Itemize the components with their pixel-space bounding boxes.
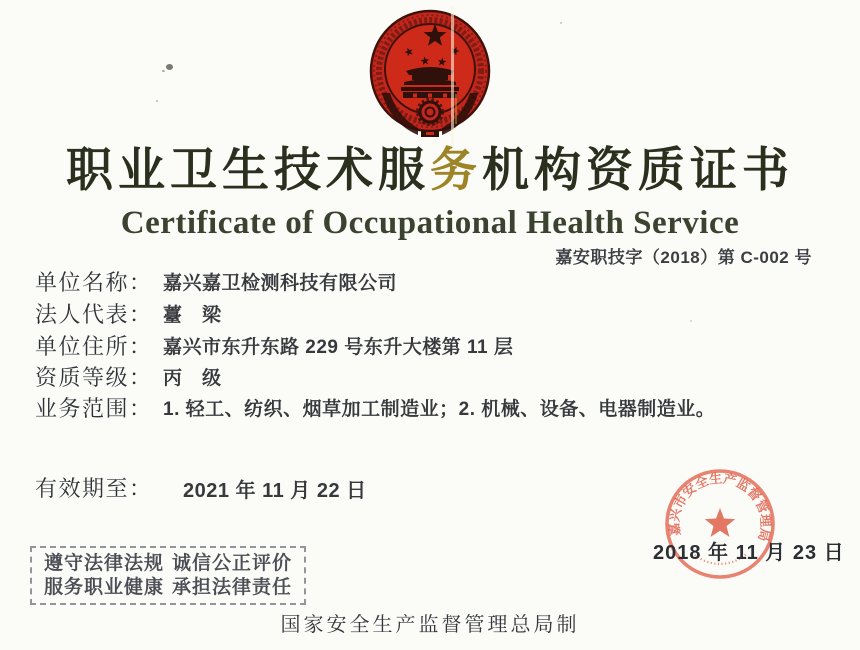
pledge-line-1 <box>44 554 292 573</box>
pledge-box <box>30 546 306 605</box>
field-value: 薹 梁 <box>163 305 222 326</box>
scan-speck <box>162 70 165 72</box>
field-row-unit-address <box>35 335 513 360</box>
title-part1: 职业卫生技术服 <box>66 145 430 197</box>
field-label: 有效期至： <box>35 476 153 501</box>
field-row-qualification-level <box>35 366 222 391</box>
pledge-item: 服务职业健康 <box>44 577 165 599</box>
certificate-number: 嘉安职技字（2018）第 C-002 号 <box>555 248 812 267</box>
china-national-emblem-icon <box>368 8 492 140</box>
scan-speck <box>156 100 158 102</box>
scan-crease <box>451 6 454 146</box>
field-value: 丙 级 <box>163 368 222 389</box>
field-label: 业务范围： <box>35 396 153 421</box>
svg-text:嘉兴市安全生产监督管理局 <box>667 471 774 543</box>
title-part2: 机构资质证书 <box>482 145 794 197</box>
pledge-item: 遵守法律法规 <box>44 552 165 574</box>
field-value: 嘉兴嘉卫检测科技有限公司 <box>163 273 398 294</box>
field-value: 1. 轻工、纺织、烟草加工制造业；2. 机械、设备、电器制造业。 <box>163 399 716 420</box>
field-label: 资质等级： <box>35 365 153 390</box>
scan-speck <box>690 320 692 322</box>
field-value: 2021 年 11 月 22 日 <box>183 480 367 502</box>
field-row-unit-name <box>35 271 397 296</box>
certificate-subtitle-english: Certificate of Occupational Health Service <box>120 205 740 241</box>
field-row-business-scope <box>35 397 715 422</box>
title-highlight-char: 务 <box>430 145 482 197</box>
pledge-line-2 <box>44 578 292 597</box>
field-value: 嘉兴市东升东路 229 号东升大楼第 11 层 <box>163 337 514 358</box>
issue-date: 2018 年 11 月 23 日 <box>653 542 845 564</box>
field-label: 法人代表： <box>35 302 153 327</box>
scan-crease-mark <box>455 94 457 124</box>
seal-text: 嘉兴市安全生产监督管理局 <box>666 470 774 543</box>
pledge-item: 诚信公正评价 <box>171 552 292 574</box>
scan-speck <box>166 64 173 70</box>
field-label: 单位住所： <box>35 334 153 359</box>
scan-speck <box>560 22 562 24</box>
field-label: 单位名称： <box>35 270 153 295</box>
seal-star-icon <box>705 508 735 537</box>
official-seal <box>650 452 790 596</box>
field-row-valid-until <box>35 477 367 503</box>
issuing-authority: 国家安全生产监督管理总局制 <box>280 614 580 636</box>
field-row-legal-representative <box>35 303 222 328</box>
pledge-item: 承担法律责任 <box>171 577 292 599</box>
certificate-title <box>0 146 860 198</box>
